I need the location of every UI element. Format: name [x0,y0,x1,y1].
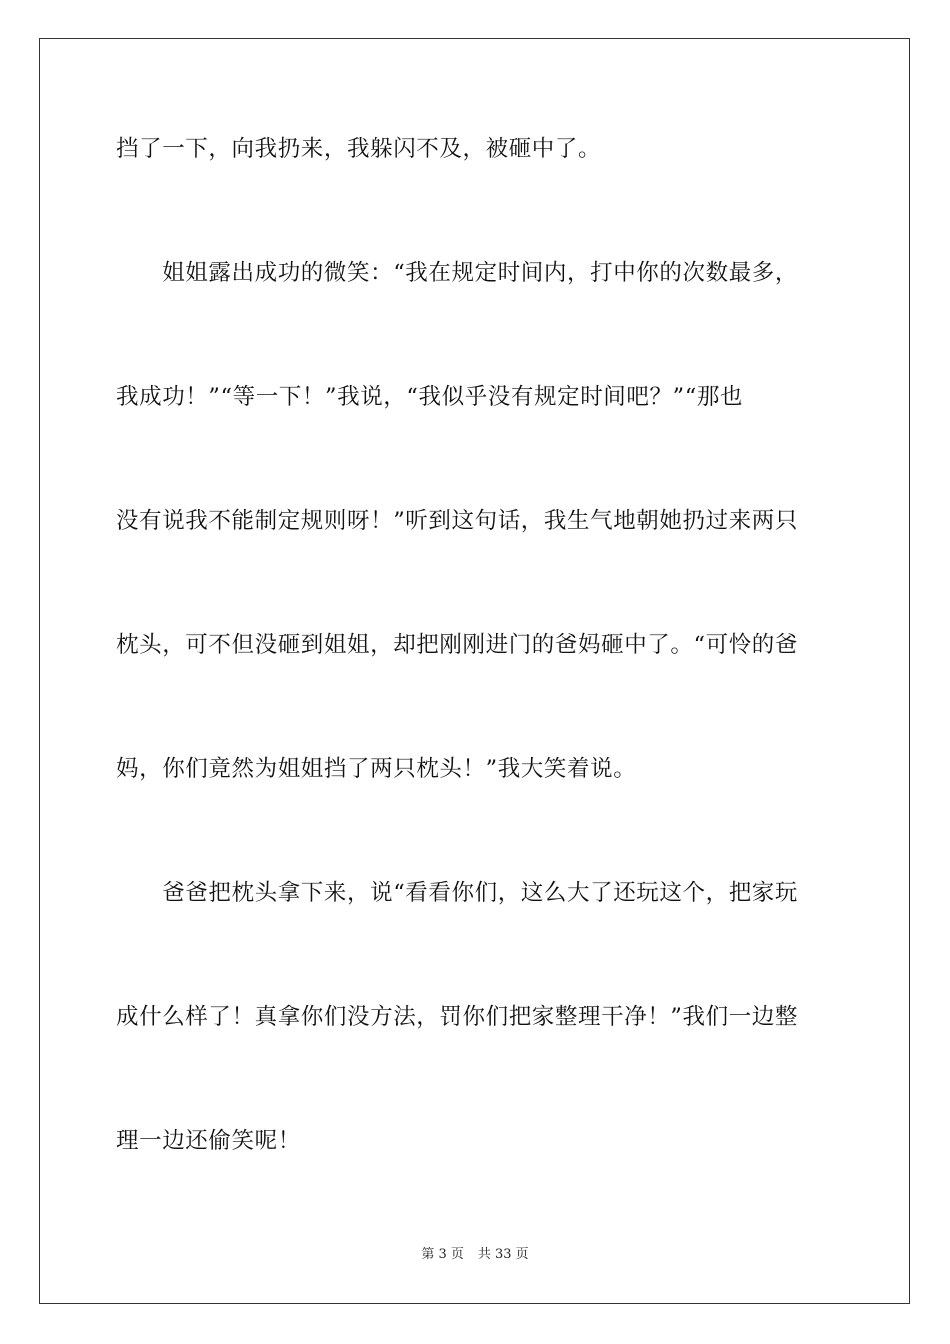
body-text-line-3: 我成功！”“等一下！”我说，“我似乎没有规定时间吧？”“那也 [116,384,744,410]
body-text-line-4: 没有说我不能制定规则呀！”听到这句话，我生气地朝她扔过来两只 [116,508,799,534]
page-footer [0,1246,950,1264]
body-text-line-5: 枕头，可不但没砸到姐姐，却把刚刚进门的爸妈砸中了。“可怜的爸 [116,632,799,658]
body-text-line-7: 爸爸把枕头拿下来，说“看看你们，这么大了还玩这个，把家玩 [116,880,799,906]
body-text-line-2: 姐姐露出成功的微笑：“我在规定时间内，打中你的次数最多， [116,260,799,286]
body-text-line-8: 成什么样了！真拿你们没方法，罚你们把家整理干净！”我们一边整 [116,1004,799,1030]
page-number: 第 3 页 [421,1247,464,1262]
body-text-line-1: 挡了一下，向我扔来，我躲闪不及，被砸中了。 [116,136,602,162]
body-text-line-6: 妈，你们竟然为姐姐挡了两只枕头！”我大笑着说。 [116,756,637,782]
page-border [39,38,910,1304]
total-pages: 共 33 页 [477,1247,529,1262]
body-text-line-9: 理一边还偷笑呢！ [116,1128,301,1154]
